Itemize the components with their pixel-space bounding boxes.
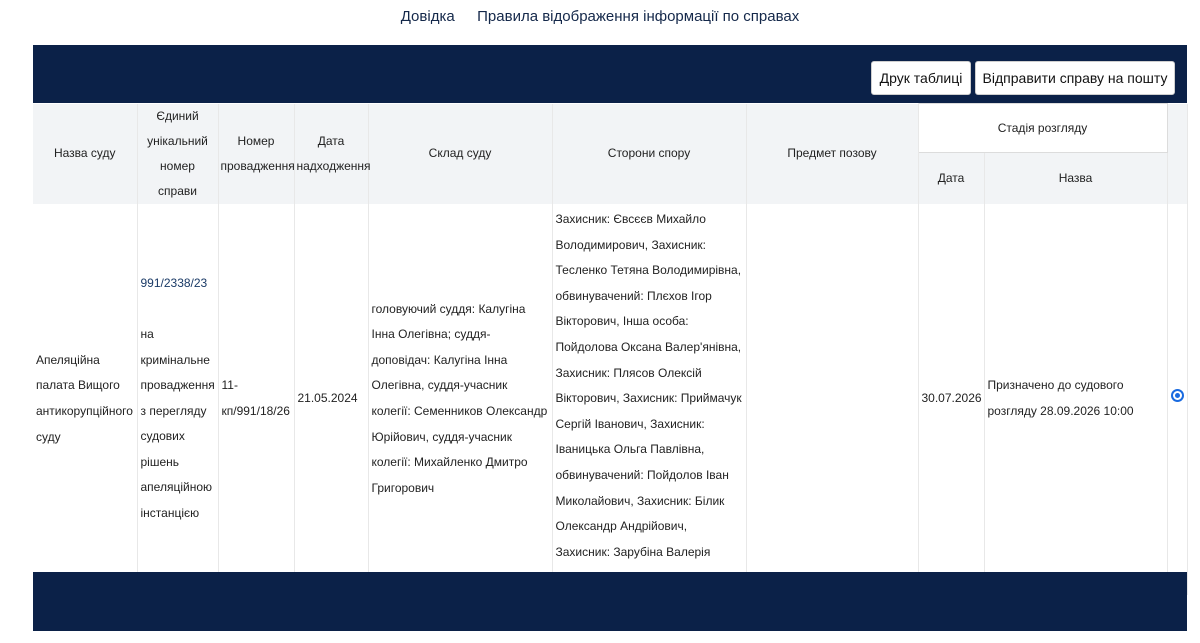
send-case-email-button[interactable]: Відправити справу на пошту bbox=[975, 61, 1175, 95]
col-court-composition: Склад суду bbox=[368, 104, 552, 204]
cell-court-composition: головуючий суддя: Калугіна Інна Олегівна; суддя-доповідач: Калугіна Інна Олегівна, суддя-учасник колегії: Семенников Олександр Юрійович, суддя-учасник колегії: Михайленко Дмитро Григорович bbox=[368, 204, 552, 595]
table-row[interactable] bbox=[33, 204, 1187, 595]
col-case-number: Єдиний унікальний номер справи bbox=[137, 104, 218, 204]
cell-received-date: 21.05.2024 bbox=[294, 204, 368, 595]
display-rules-link[interactable]: Правила відображення інформації по справах bbox=[477, 8, 800, 25]
col-stage: Стадія розгляду bbox=[918, 104, 1167, 153]
col-parties: Сторони спору bbox=[552, 104, 746, 204]
col-select bbox=[1167, 104, 1187, 204]
col-court: Назва суду bbox=[33, 104, 137, 204]
case-number-link[interactable]: 991/2338/23 bbox=[140, 276, 208, 291]
cases-panel bbox=[33, 45, 1187, 631]
print-table-button[interactable]: Друк таблиці bbox=[871, 61, 971, 95]
top-links bbox=[0, 8, 1200, 30]
col-stage-date: Дата bbox=[918, 153, 984, 204]
cell-case-number bbox=[137, 204, 218, 595]
cell-select bbox=[1167, 204, 1187, 595]
col-proceeding-number: Номер провадження bbox=[218, 104, 294, 204]
col-stage-name: Назва bbox=[984, 153, 1167, 204]
panel-footer-bar bbox=[33, 572, 1187, 631]
help-link[interactable]: Довідка bbox=[400, 8, 455, 25]
case-type-note: на кримінальне провадження з перегляду судових рішень апеляційною інстанцією bbox=[140, 326, 215, 521]
row-select-radio[interactable] bbox=[1171, 389, 1184, 402]
cases-table bbox=[33, 103, 1188, 595]
col-subject: Предмет позову bbox=[746, 104, 918, 204]
col-received-date: Дата надходження bbox=[294, 104, 368, 204]
panel-header-bar bbox=[33, 45, 1187, 103]
cell-stage-name: Призначено до судового розгляду 28.09.2026 10:00 bbox=[984, 204, 1167, 595]
cell-proceeding-number: 11-кп/991/18/26 bbox=[218, 204, 294, 595]
cell-stage-date: 30.07.2026 bbox=[918, 204, 984, 595]
cell-subject bbox=[746, 204, 918, 595]
cell-court: Апеляційна палата Вищого антикорупційного суду bbox=[33, 204, 137, 595]
cell-parties: Захисник: Євсєєв Михайло Володимирович, Захисник: Тесленко Тетяна Володимирівна, обвинувачений: Плєхов Ігор Вікторович, Інша особа: Пойдолова Оксана Валер'янівна, Захисник: Плясов Олексій Вікторович, Захисник: Приймачук Сергій Іванович, Захисник: Іваницька Ольга Павлівна, обвинувачений: Пойдолов Іван Миколайович, Захисник: Білик Олександр Андрійович, Захисник: Зарубіна Валерія bbox=[552, 204, 746, 595]
